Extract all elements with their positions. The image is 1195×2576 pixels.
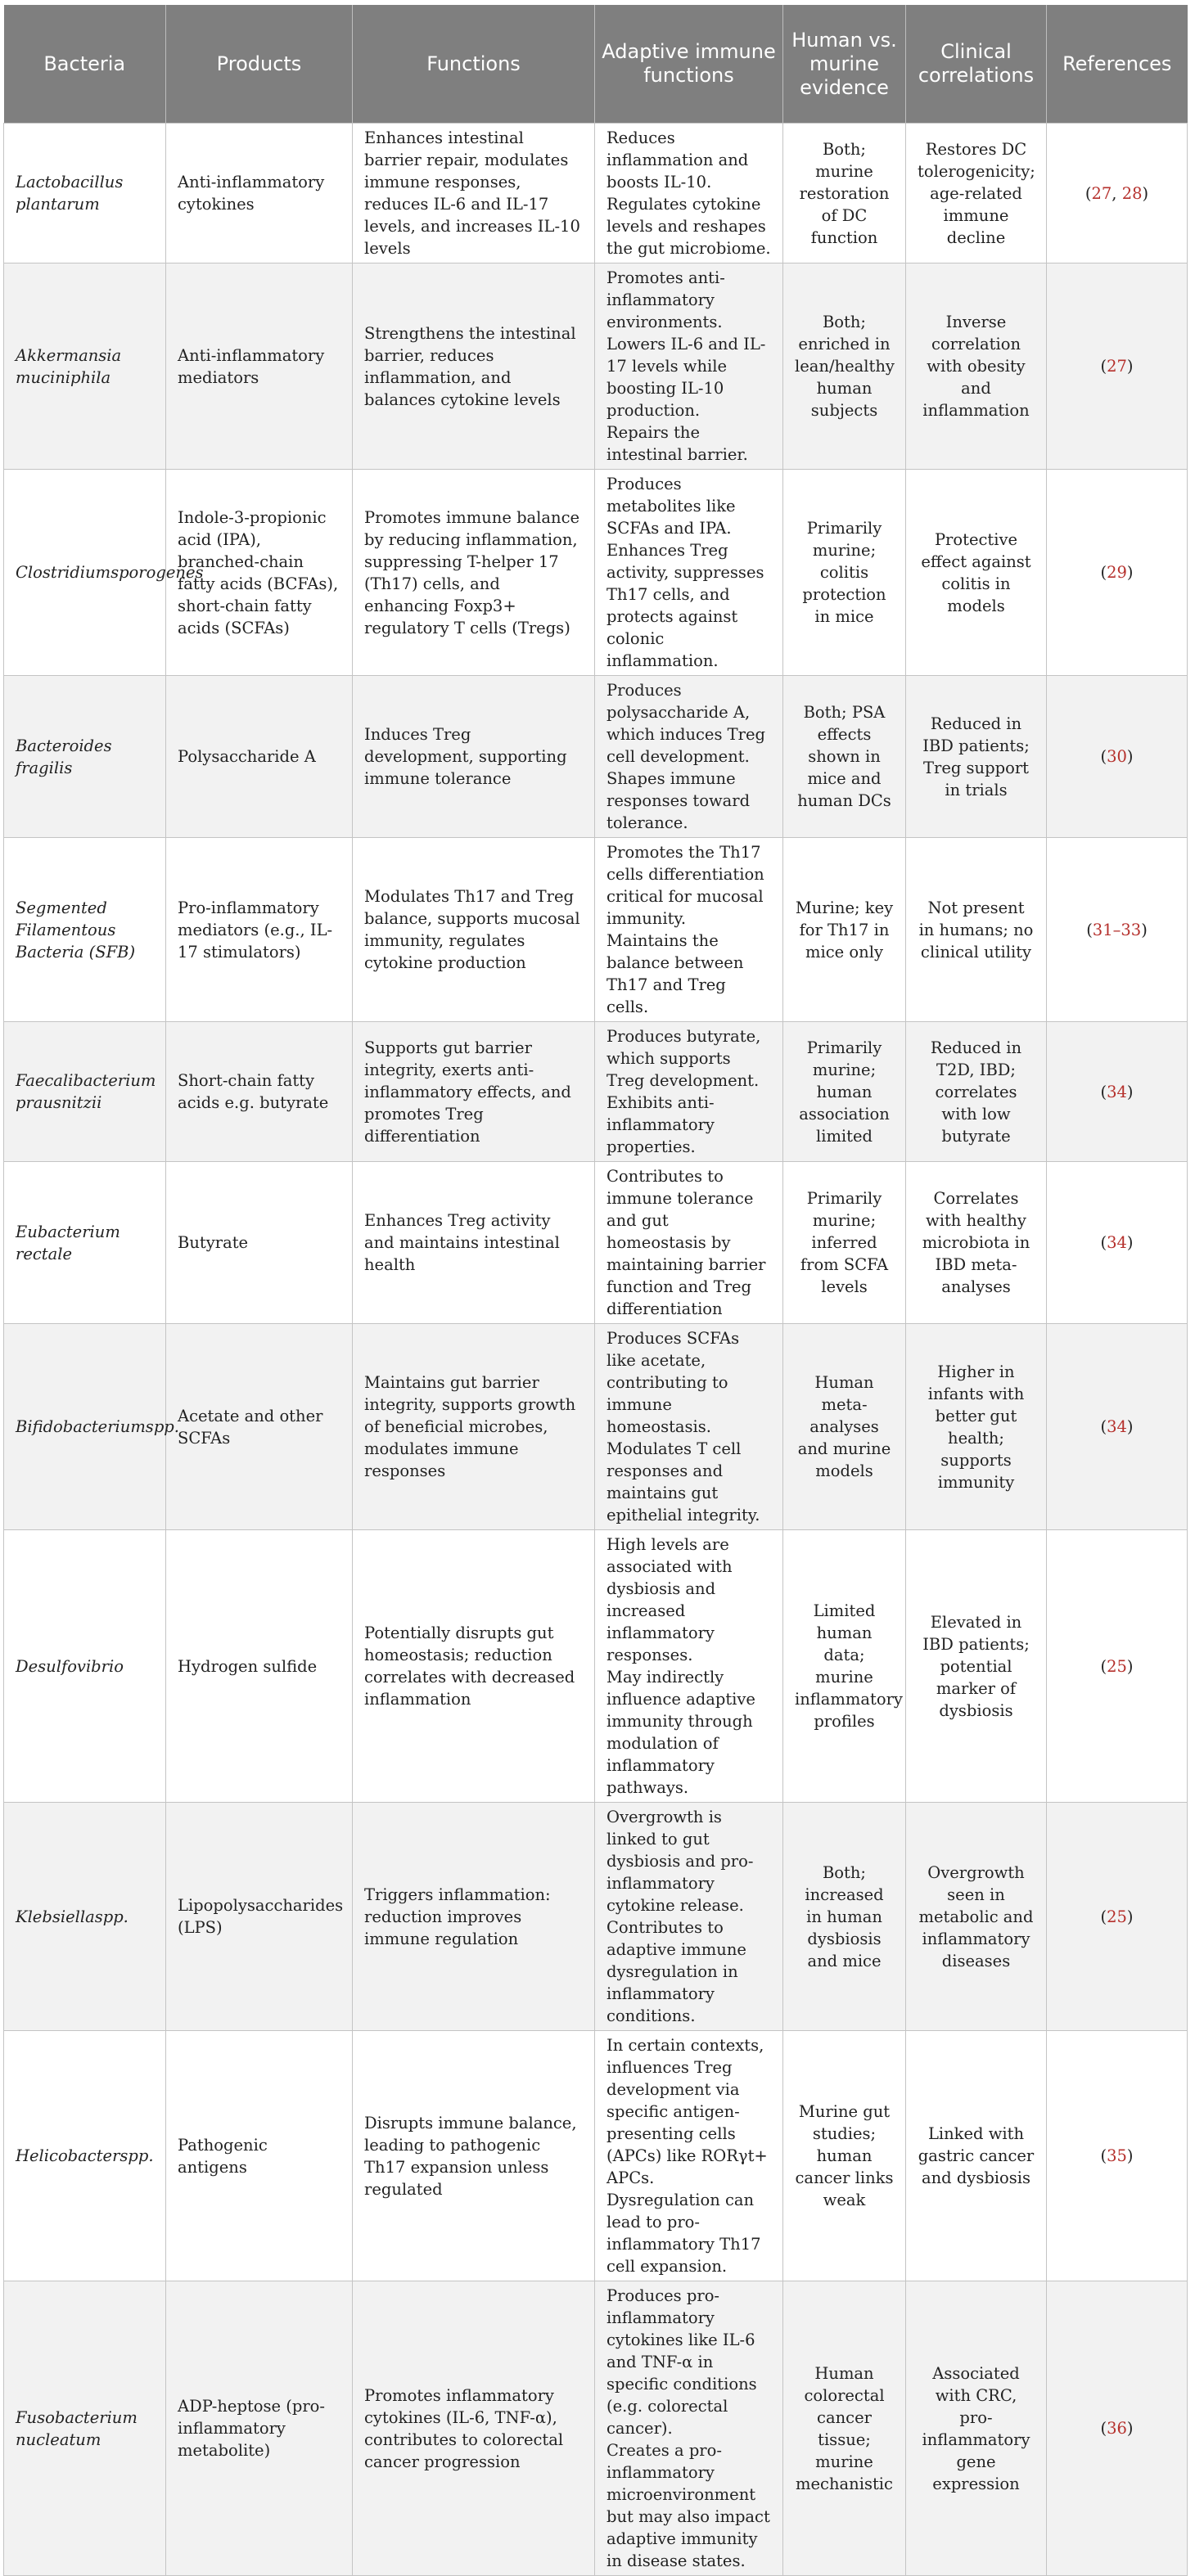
adaptive-paragraph: Maintains the balance between Th17 and Treg cells. xyxy=(607,931,744,1016)
evidence-cell: Murine gut studies; human cancer links weak xyxy=(783,2031,906,2281)
adaptive-paragraph: Modulates T cell responses and maintains gut epithelial integrity. xyxy=(607,1439,760,1524)
reference-link[interactable]: 34 xyxy=(1107,1082,1127,1101)
products-cell: ADP-heptose (pro-inflammatory metabolite) xyxy=(166,2281,353,2576)
evidence-cell: Human colorectal cancer tissue; murine mechanistic xyxy=(783,2281,906,2576)
table-row xyxy=(4,1162,1188,1324)
adaptive-paragraph: Creates a pro-inflammatory microenvironment but may also impact adaptive immunity in disease states. xyxy=(607,2441,770,2570)
reference-link[interactable]: 34 xyxy=(1107,1233,1127,1252)
table-body xyxy=(4,124,1188,2576)
reference-link[interactable]: 31–33 xyxy=(1092,920,1142,939)
references-cell xyxy=(1047,470,1188,676)
adaptive-paragraph: Shapes immune responses toward tolerance. xyxy=(607,769,751,832)
adaptive-functions-cell xyxy=(595,2031,783,2281)
bacteria-cell: Lactobacillus plantarum xyxy=(4,124,166,263)
ref-close-paren: ) xyxy=(1142,183,1149,203)
adaptive-paragraph: Dysregulation can lead to pro-inflammatory Th17 cell expansion. xyxy=(607,2191,761,2276)
adaptive-paragraph: Lowers IL-6 and IL-17 levels while boosting IL-10 production. xyxy=(607,335,766,420)
adaptive-paragraph: Enhances Treg activity, suppresses Th17 cells, and protects against colonic inflammation. xyxy=(607,541,764,670)
functions-cell: Potentially disrupts gut homeostasis; reduction correlates with decreased inflammation xyxy=(353,1530,595,1803)
evidence-cell: Primarily murine; colitis protection in mice xyxy=(783,470,906,676)
evidence-cell: Human meta-analyses and murine models xyxy=(783,1324,906,1530)
bacteria-cell: Eubacterium rectale xyxy=(4,1162,166,1324)
adaptive-functions-cell xyxy=(595,1530,783,1803)
ref-close-paren: ) xyxy=(1126,563,1134,582)
reference-link[interactable]: 30 xyxy=(1107,747,1127,766)
functions-cell: Strengthens the intestinal barrier, reduces inflammation, and balances cytokine levels xyxy=(353,263,595,470)
evidence-cell: Both; enriched in lean/healthy human subjects xyxy=(783,263,906,470)
table-header xyxy=(4,5,1188,124)
header-functions: Functions xyxy=(353,5,595,124)
bacteria-cell: Akkermansia muciniphila xyxy=(4,263,166,470)
adaptive-functions-cell xyxy=(595,470,783,676)
reference-link[interactable]: 29 xyxy=(1107,563,1127,582)
products-cell: Lipopolysaccharides (LPS) xyxy=(166,1803,353,2031)
bacteria-table xyxy=(3,5,1188,2576)
table-row xyxy=(4,1530,1188,1803)
references-cell xyxy=(1047,1530,1188,1803)
ref-close-paren: ) xyxy=(1126,1656,1134,1676)
adaptive-paragraph: Produces metabolites like SCFAs and IPA. xyxy=(607,475,736,538)
adaptive-paragraph: May indirectly influence adaptive immunity through modulation of inflammatory pathways. xyxy=(607,1668,755,1797)
evidence-cell: Both; murine restoration of DC function xyxy=(783,124,906,263)
adaptive-functions-cell xyxy=(595,1324,783,1530)
ref-close-paren: ) xyxy=(1141,920,1148,939)
evidence-cell: Primarily murine; human association limited xyxy=(783,1022,906,1162)
ref-open-paren: ( xyxy=(1100,563,1107,582)
clinical-correlations-cell: Overgrowth seen in metabolic and inflammatory diseases xyxy=(906,1803,1047,2031)
clinical-correlations-cell: Reduced in IBD patients; Treg support in trials xyxy=(906,676,1047,838)
evidence-cell: Limited human data; murine inflammatory profiles xyxy=(783,1530,906,1803)
functions-cell: Triggers inflammation: reduction improves immune regulation xyxy=(353,1803,595,2031)
products-cell: Anti-inflammatory cytokines xyxy=(166,124,353,263)
adaptive-functions-cell xyxy=(595,124,783,263)
references-cell xyxy=(1047,2031,1188,2281)
adaptive-paragraph: Contributes to immune tolerance and gut homeostasis by maintaining barrier function and Treg differentiation xyxy=(607,1167,766,1318)
table-row xyxy=(4,1803,1188,2031)
clinical-correlations-cell: Higher in infants with better gut health; supports immunity xyxy=(906,1324,1047,1530)
functions-cell: Modulates Th17 and Treg balance, supports mucosal immunity, regulates cytokine production xyxy=(353,838,595,1022)
reference-link[interactable]: 25 xyxy=(1107,1656,1127,1676)
references-cell xyxy=(1047,124,1188,263)
reference-link[interactable]: 27 xyxy=(1091,183,1112,203)
clinical-correlations-cell: Restores DC tolerogenicity; age-related immune decline xyxy=(906,124,1047,263)
table-row xyxy=(4,2031,1188,2281)
references-cell xyxy=(1047,2281,1188,2576)
functions-cell: Enhances Treg activity and maintains intestinal health xyxy=(353,1162,595,1324)
products-cell: Acetate and other SCFAs xyxy=(166,1324,353,1530)
header-products: Products xyxy=(166,5,353,124)
clinical-correlations-cell: Elevated in IBD patients; potential marker of dysbiosis xyxy=(906,1530,1047,1803)
products-cell: Indole-3-propionic acid (IPA), branched-chain fatty acids (BCFAs), short-chain fatty acids (SCFAs) xyxy=(166,470,353,676)
bacteria-cell: Segmented Filamentous Bacteria (SFB) xyxy=(4,838,166,1022)
header-row xyxy=(4,5,1188,124)
table-row xyxy=(4,676,1188,838)
ref-separator: , xyxy=(1112,183,1122,203)
table-row xyxy=(4,1022,1188,1162)
adaptive-functions-cell xyxy=(595,1162,783,1324)
header-clinical-correlations: Clinical correlations xyxy=(906,5,1047,124)
bacteria-cell: Faecalibacterium prausnitzii xyxy=(4,1022,166,1162)
functions-cell: Promotes inflammatory cytokines (IL-6, TNF-α), contributes to colorectal cancer progression xyxy=(353,2281,595,2576)
clinical-correlations-cell: Reduced in T2D, IBD; correlates with low butyrate xyxy=(906,1022,1047,1162)
ref-open-paren: ( xyxy=(1100,357,1107,376)
products-cell: Polysaccharide A xyxy=(166,676,353,838)
header-adaptive-immune-functions: Adaptive immune functions xyxy=(595,5,783,124)
products-cell: Short-chain fatty acids e.g. butyrate xyxy=(166,1022,353,1162)
adaptive-functions-cell xyxy=(595,1803,783,2031)
table-row xyxy=(4,838,1188,1022)
references-cell xyxy=(1047,1162,1188,1324)
reference-link[interactable]: 35 xyxy=(1107,2146,1127,2165)
evidence-cell: Primarily murine; inferred from SCFA levels xyxy=(783,1162,906,1324)
adaptive-functions-cell xyxy=(595,263,783,470)
evidence-cell: Murine; key for Th17 in mice only xyxy=(783,838,906,1022)
references-cell xyxy=(1047,1324,1188,1530)
bacteria-cell: Desulfovibrio xyxy=(4,1530,166,1803)
adaptive-paragraph: Produces butyrate, which supports Treg development. xyxy=(607,1027,761,1090)
ref-open-paren: ( xyxy=(1100,747,1107,766)
adaptive-paragraph: Promotes the Th17 cells differentiation critical for mucosal immunity. xyxy=(607,843,764,928)
header-references: References xyxy=(1047,5,1188,124)
ref-open-paren: ( xyxy=(1100,1656,1107,1676)
bacteria-cell: Fusobacterium nucleatum xyxy=(4,2281,166,2576)
ref-close-paren: ) xyxy=(1126,1233,1134,1252)
functions-cell: Supports gut barrier integrity, exerts anti-inflammatory effects, and promotes Treg differentiation xyxy=(353,1022,595,1162)
table-row xyxy=(4,124,1188,263)
bacteria-cell: Klebsiellaspp. xyxy=(4,1803,166,2031)
adaptive-paragraph: Reduces inflammation and boosts IL-10. Regulates cytokine levels and reshapes the gut microbiome. xyxy=(607,128,771,258)
products-cell: Hydrogen sulfide xyxy=(166,1530,353,1803)
products-cell: Butyrate xyxy=(166,1162,353,1324)
adaptive-paragraph: Contributes to adaptive immune dysregulation in inflammatory conditions. xyxy=(607,1918,746,2025)
references-cell xyxy=(1047,838,1188,1022)
bacteria-cell: Clostridiumsporogenes xyxy=(4,470,166,676)
ref-close-paren: ) xyxy=(1126,357,1134,376)
references-cell xyxy=(1047,1803,1188,2031)
clinical-correlations-cell: Not present in humans; no clinical utility xyxy=(906,838,1047,1022)
adaptive-paragraph: High levels are associated with dysbiosis and increased inflammatory responses. xyxy=(607,1535,733,1664)
ref-open-paren: ( xyxy=(1100,2146,1107,2165)
ref-close-paren: ) xyxy=(1126,2419,1134,2438)
evidence-cell: Both; increased in human dysbiosis and mice xyxy=(783,1803,906,2031)
functions-cell: Promotes immune balance by reducing inflammation, suppressing T-helper 17 (Th17) cells, and enhancing Foxp3+ regulatory T cells (Tregs) xyxy=(353,470,595,676)
adaptive-paragraph: Produces polysaccharide A, which induces Treg cell development. xyxy=(607,681,766,766)
reference-link[interactable]: 27 xyxy=(1107,357,1127,376)
ref-open-paren: ( xyxy=(1100,2419,1107,2438)
adaptive-paragraph: Produces SCFAs like acetate, contributing to immune homeostasis. xyxy=(607,1329,740,1436)
references-cell xyxy=(1047,1022,1188,1162)
products-cell: Anti-inflammatory mediators xyxy=(166,263,353,470)
clinical-correlations-cell: Inverse correlation with obesity and inflammation xyxy=(906,263,1047,470)
adaptive-functions-cell xyxy=(595,838,783,1022)
adaptive-functions-cell xyxy=(595,1022,783,1162)
adaptive-paragraph: Produces pro-inflammatory cytokines like IL-6 and TNF-α in specific conditions (e.g. colorectal cancer). xyxy=(607,2286,757,2438)
reference-link[interactable]: 34 xyxy=(1107,1417,1127,1436)
adaptive-paragraph: In certain contexts, influences Treg development via specific antigen-presenting cells (APCs) like RORγt+ APCs. xyxy=(607,2036,768,2187)
table-row xyxy=(4,470,1188,676)
ref-open-paren: ( xyxy=(1086,920,1093,939)
functions-cell: Induces Treg development, supporting immune tolerance xyxy=(353,676,595,838)
ref-open-paren: ( xyxy=(1085,183,1092,203)
adaptive-paragraph: Exhibits anti-inflammatory properties. xyxy=(607,1093,715,1156)
products-cell: Pro-inflammatory mediators (e.g., IL-17 stimulators) xyxy=(166,838,353,1022)
clinical-correlations-cell: Correlates with healthy microbiota in IBD meta-analyses xyxy=(906,1162,1047,1324)
reference-link[interactable]: 25 xyxy=(1107,1907,1127,1926)
table-row xyxy=(4,2281,1188,2576)
adaptive-paragraph: Promotes anti-inflammatory environments. xyxy=(607,268,725,331)
references-cell xyxy=(1047,263,1188,470)
functions-cell: Disrupts immune balance, leading to pathogenic Th17 expansion unless regulated xyxy=(353,2031,595,2281)
evidence-cell: Both; PSA effects shown in mice and human DCs xyxy=(783,676,906,838)
bacteria-cell: Helicobacterspp. xyxy=(4,2031,166,2281)
table-row xyxy=(4,1324,1188,1530)
adaptive-paragraph: Repairs the intestinal barrier. xyxy=(607,423,748,464)
bacteria-cell: Bifidobacteriumspp. xyxy=(4,1324,166,1530)
ref-open-paren: ( xyxy=(1100,1417,1107,1436)
bacteria-cell: Bacteroides fragilis xyxy=(4,676,166,838)
references-cell xyxy=(1047,676,1188,838)
ref-close-paren: ) xyxy=(1126,1907,1134,1926)
clinical-correlations-cell: Linked with gastric cancer and dysbiosis xyxy=(906,2031,1047,2281)
products-cell: Pathogenic antigens xyxy=(166,2031,353,2281)
clinical-correlations-cell: Protective effect against colitis in models xyxy=(906,470,1047,676)
functions-cell: Maintains gut barrier integrity, supports growth of beneficial microbes, modulates immune responses xyxy=(353,1324,595,1530)
functions-cell: Enhances intestinal barrier repair, modulates immune responses, reduces IL-6 and IL-17 levels, and increases IL-10 levels xyxy=(353,124,595,263)
reference-link[interactable]: 28 xyxy=(1121,183,1143,203)
header-evidence: Human vs. murine evidence xyxy=(783,5,906,124)
clinical-correlations-cell: Associated with CRC, pro-inflammatory gene expression xyxy=(906,2281,1047,2576)
ref-open-paren: ( xyxy=(1100,1907,1107,1926)
reference-link[interactable]: 36 xyxy=(1107,2419,1127,2438)
ref-open-paren: ( xyxy=(1100,1082,1107,1101)
header-bacteria: Bacteria xyxy=(4,5,166,124)
adaptive-functions-cell xyxy=(595,2281,783,2576)
ref-close-paren: ) xyxy=(1126,1082,1134,1101)
ref-close-paren: ) xyxy=(1126,747,1134,766)
adaptive-paragraph: Overgrowth is linked to gut dysbiosis and pro-inflammatory cytokine release. xyxy=(607,1808,754,1915)
ref-open-paren: ( xyxy=(1100,1233,1107,1252)
adaptive-functions-cell xyxy=(595,676,783,838)
ref-close-paren: ) xyxy=(1126,1417,1134,1436)
table-row xyxy=(4,263,1188,470)
ref-close-paren: ) xyxy=(1126,2146,1134,2165)
